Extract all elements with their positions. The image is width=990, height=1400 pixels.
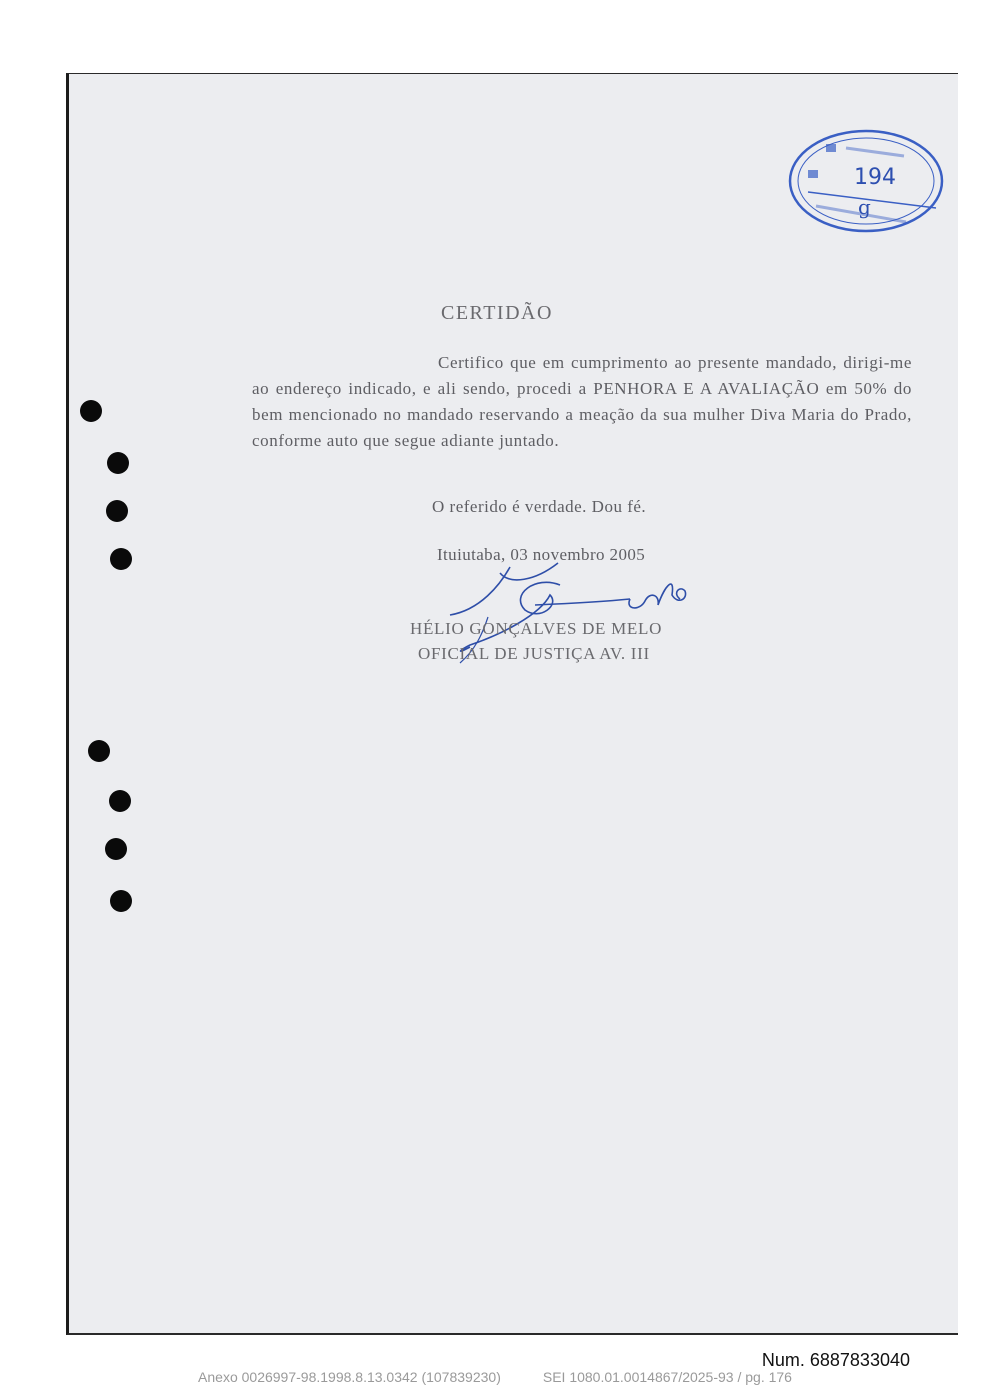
certificate-paragraph: Certifico que em cumprimento ao presente mandado, dirigi-me ao endereço indicado, e ali sendo, procedi a PENHORA E A AVALIAÇÃO em 50% do bem mencionado no mandado reservando a meação da sua mulher Diva Maria do Prado, conforme auto que segue adiante juntado. [252, 353, 912, 450]
signer-role: OFICIAL DE JUSTIÇA AV. III [418, 644, 650, 663]
punch-hole [110, 890, 132, 912]
closing-statement: O referido é verdade. Dou fé. [432, 497, 647, 516]
punch-hole [107, 452, 129, 474]
stamp-initial: g [858, 195, 871, 219]
punch-hole [106, 500, 128, 522]
stamp-number: 194 [854, 165, 896, 190]
punch-hole [110, 548, 132, 570]
punch-hole [80, 400, 102, 422]
document-number: Num. 6887833040 [761, 1350, 910, 1370]
punch-hole [88, 740, 110, 762]
court-stamp [786, 126, 946, 236]
document-title: CERTIDÃO [441, 302, 553, 324]
scanned-page [66, 73, 958, 1335]
certificate-body [252, 350, 912, 454]
punch-hole [105, 838, 127, 860]
annex-reference: Anexo 0026997-98.1998.8.13.0342 (107839230) [198, 1369, 501, 1385]
signer-name: HÉLIO GONÇALVES DE MELO [410, 619, 663, 638]
place-and-date: Ituiutaba, 03 novembro 2005 [437, 545, 646, 564]
sei-reference: SEI 1080.01.0014867/2025-93 / pg. 176 [542, 1369, 792, 1385]
punch-hole [109, 790, 131, 812]
page-footer [0, 1369, 990, 1385]
